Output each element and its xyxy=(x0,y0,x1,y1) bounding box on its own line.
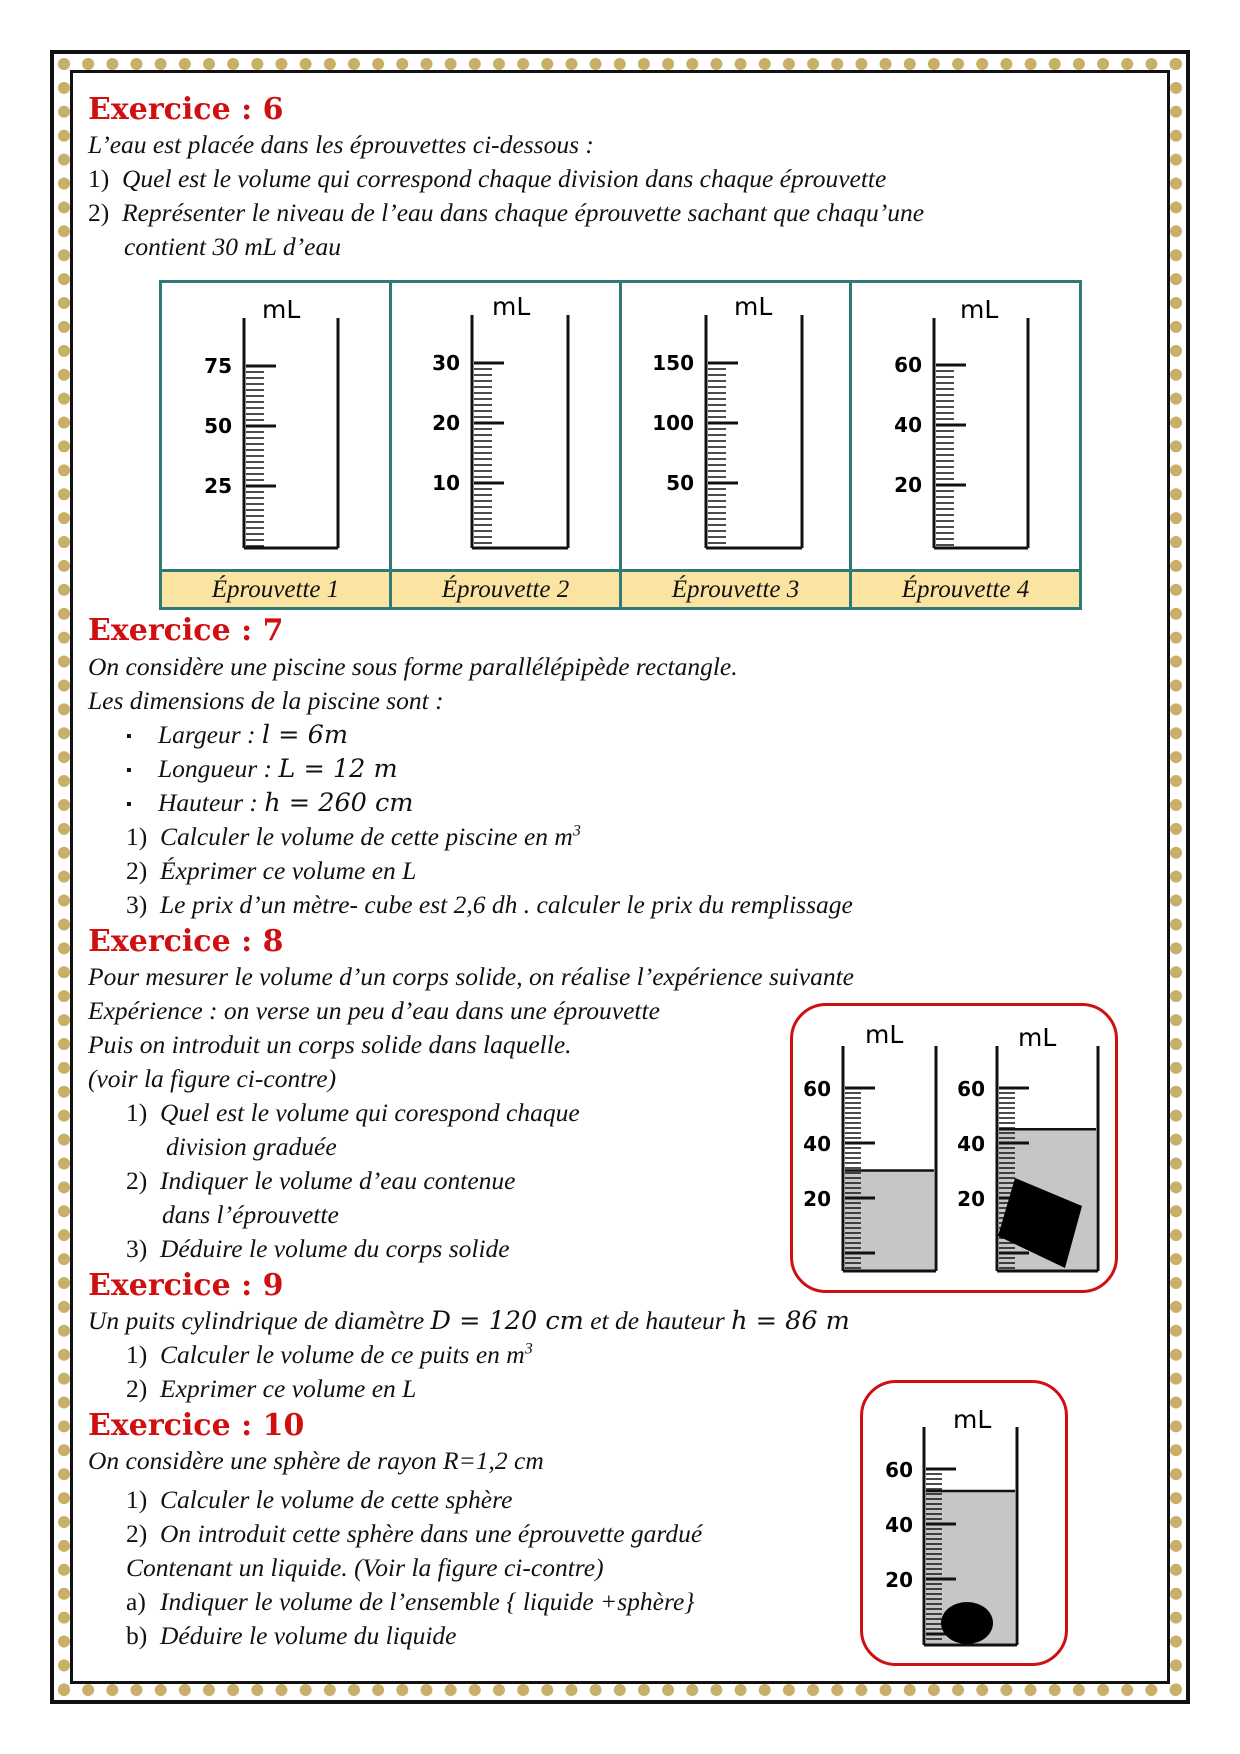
dim-label: Longueur : xyxy=(158,754,273,783)
ex8-line-1: Pour mesurer le volume d’un corps solide, on réalise l’expérience suivante xyxy=(88,962,854,991)
ex6-intro: L’eau est placée dans les éprouvettes ci-dessous : xyxy=(88,130,594,159)
q-number: 2) xyxy=(126,856,148,885)
ex8-question-2-cont: dans l’éprouvette xyxy=(162,1200,339,1229)
ex7-title: Exercice : 7 xyxy=(88,613,284,648)
tick-label: 10 xyxy=(432,471,460,495)
q-number: 1) xyxy=(88,164,110,193)
q-number: 2) xyxy=(88,198,110,227)
q-text: Représenter le niveau de l’eau dans chaque éprouvette sachant que chaqu’une xyxy=(122,198,925,227)
ex8-question-1-cont: division graduée xyxy=(166,1132,337,1161)
unit-label: mL xyxy=(865,1020,904,1049)
ex7-question-1 xyxy=(126,822,581,852)
ex6-title: Exercice : 6 xyxy=(88,92,284,127)
ex10-figure xyxy=(863,1383,1065,1663)
q-exponent: 3 xyxy=(572,822,581,840)
q-exponent: 3 xyxy=(524,1340,533,1358)
ex10-question-2 xyxy=(126,1519,702,1549)
ex10-line-1: On considère une sphère de rayon R=1,2 cm xyxy=(88,1446,544,1475)
ex7-line-1: On considère une piscine sous forme parallélépipède rectangle. xyxy=(88,652,738,681)
ex8-question-2 xyxy=(126,1166,515,1196)
cylinder-table xyxy=(159,280,1082,610)
cylinder-cell-3 xyxy=(622,283,852,569)
ex8-line-3: Puis on introduit un corps solide dans laquelle. xyxy=(88,1030,572,1059)
tick-label: 20 xyxy=(885,1568,913,1592)
ex7-question-2 xyxy=(126,856,416,886)
cylinder-label: Éprouvette 4 xyxy=(901,576,1030,603)
unit-label: mL xyxy=(734,292,773,321)
unit-label: mL xyxy=(960,295,999,324)
ex6-question-2 xyxy=(88,198,924,228)
tick-label: 40 xyxy=(894,413,922,437)
ex8-figure-box xyxy=(790,1003,1118,1293)
q-number: 1) xyxy=(126,1340,148,1369)
q-text: Calculer le volume de cette sphère xyxy=(160,1485,513,1514)
q-number: 3) xyxy=(126,1234,148,1263)
tick-label: 75 xyxy=(204,354,232,378)
tick-label: 30 xyxy=(432,351,460,375)
dim-formula: h = 260 cm xyxy=(264,788,414,818)
bullet-icon: ▪ xyxy=(126,762,132,780)
ex8-figure xyxy=(793,1006,1115,1290)
cylinder-label: Éprouvette 3 xyxy=(622,572,852,607)
tick-label: 20 xyxy=(803,1187,831,1211)
text: Un puits cylindrique de diamètre xyxy=(88,1306,431,1335)
tick-label: 60 xyxy=(885,1458,913,1482)
unit-label: mL xyxy=(1018,1023,1057,1052)
q-number: a) xyxy=(126,1587,146,1616)
q-text: Calculer le volume de cette piscine en m xyxy=(160,822,573,851)
ex8-title: Exercice : 8 xyxy=(88,924,284,959)
graduated-cylinder-3 xyxy=(622,283,849,569)
unit-label: mL xyxy=(492,292,531,321)
tick-label: 20 xyxy=(957,1187,985,1211)
ex9-line-1 xyxy=(88,1306,850,1336)
ex7-dim-width xyxy=(126,720,348,750)
q-text: Éxprimer ce volume en L xyxy=(160,856,417,885)
tick-label: 60 xyxy=(957,1077,985,1101)
ex8-question-1 xyxy=(126,1098,580,1128)
ex10-figure-box xyxy=(860,1380,1068,1666)
ex6-question-1 xyxy=(88,164,886,194)
ex7-dim-length xyxy=(126,754,398,784)
cylinder-label-row xyxy=(162,569,1079,607)
q-number: 2) xyxy=(126,1166,148,1195)
graduated-cylinder-1 xyxy=(162,283,389,569)
unit-label: mL xyxy=(953,1405,992,1434)
ex9-question-1 xyxy=(126,1340,533,1370)
ex8-line-2: Expérience : on verse un peu d’eau dans une éprouvette xyxy=(88,996,660,1025)
q-text: Quel est le volume qui correspond chaque division dans chaque éprouvette xyxy=(122,164,887,193)
q-text: Le prix d’un mètre- cube est 2,6 dh . calculer le prix du remplissage xyxy=(160,890,853,919)
tick-label: 40 xyxy=(957,1132,985,1156)
q-text: Indiquer le volume de l’ensemble { liquide +sphère} xyxy=(160,1587,695,1616)
ex10-question-b xyxy=(126,1621,456,1651)
cylinder-cell-4 xyxy=(852,283,1079,569)
cylinder-label: Éprouvette 2 xyxy=(392,572,622,607)
dim-label: Largeur : xyxy=(158,720,256,749)
q-number: 1) xyxy=(126,1485,148,1514)
cylinder-label: Éprouvette 1 xyxy=(162,572,392,607)
tick-label: 50 xyxy=(666,471,694,495)
q-number: b) xyxy=(126,1621,148,1650)
graduated-cylinder-4 xyxy=(852,283,1079,569)
q-number: 2) xyxy=(126,1374,148,1403)
water-fill xyxy=(845,1171,934,1271)
tick-label: 25 xyxy=(204,474,232,498)
q-text: Quel est le volume qui corespond chaque xyxy=(160,1098,580,1127)
ex9-title: Exercice : 9 xyxy=(88,1268,284,1303)
q-text: Indiquer le volume d’eau contenue xyxy=(160,1166,516,1195)
ex10-title: Exercice : 10 xyxy=(88,1408,305,1443)
cylinder-cell-2 xyxy=(392,283,622,569)
tick-label: 40 xyxy=(803,1132,831,1156)
ex7-dim-height xyxy=(126,788,413,818)
sphere xyxy=(941,1602,993,1644)
dim-formula: l = 6m xyxy=(261,720,349,750)
tick-label: 60 xyxy=(894,353,922,377)
ex10-question-1 xyxy=(126,1485,512,1515)
tick-label: 40 xyxy=(885,1513,913,1537)
q-number: 2) xyxy=(126,1519,148,1548)
tick-label: 20 xyxy=(432,411,460,435)
ex8-line-4: (voir la figure ci-contre) xyxy=(88,1064,337,1093)
bullet-icon: ▪ xyxy=(126,796,132,814)
q-number: 1) xyxy=(126,822,148,851)
ex8-question-3 xyxy=(126,1234,510,1264)
tick-label: 50 xyxy=(204,414,232,438)
ex6-question-2-cont: contient 30 mL d’eau xyxy=(124,232,341,261)
tick-label: 150 xyxy=(652,351,694,375)
diameter-formula: D = 120 cm xyxy=(430,1306,584,1336)
text: et de hauteur xyxy=(583,1306,732,1335)
bullet-icon: ▪ xyxy=(126,728,132,746)
q-text: Déduire le volume du liquide xyxy=(160,1621,457,1650)
q-text: Calculer le volume de ce puits en m xyxy=(160,1340,525,1369)
q-number: 3) xyxy=(126,890,148,919)
ex10-question-a xyxy=(126,1587,694,1617)
height-formula: h = 86 m xyxy=(731,1306,850,1336)
ex7-line-2: Les dimensions de la piscine sont : xyxy=(88,686,444,715)
ex10-question-2-cont: Contenant un liquide. (Voir la figure ci-contre) xyxy=(126,1553,604,1582)
dim-formula: L = 12 m xyxy=(278,754,398,784)
tick-label: 60 xyxy=(803,1077,831,1101)
tick-label: 100 xyxy=(652,411,694,435)
q-text: Déduire le volume du corps solide xyxy=(160,1234,510,1263)
dim-label: Hauteur : xyxy=(158,788,258,817)
ex7-question-3 xyxy=(126,890,853,920)
unit-label: mL xyxy=(262,295,301,324)
tick-label: 20 xyxy=(894,473,922,497)
q-text: On introduit cette sphère dans une éprouvette gardué xyxy=(160,1519,703,1548)
ex9-question-2 xyxy=(126,1374,416,1404)
cylinder-cell-1 xyxy=(162,283,392,569)
graduated-cylinder-2 xyxy=(392,283,619,569)
q-text: Exprimer ce volume en L xyxy=(160,1374,417,1403)
q-number: 1) xyxy=(126,1098,148,1127)
